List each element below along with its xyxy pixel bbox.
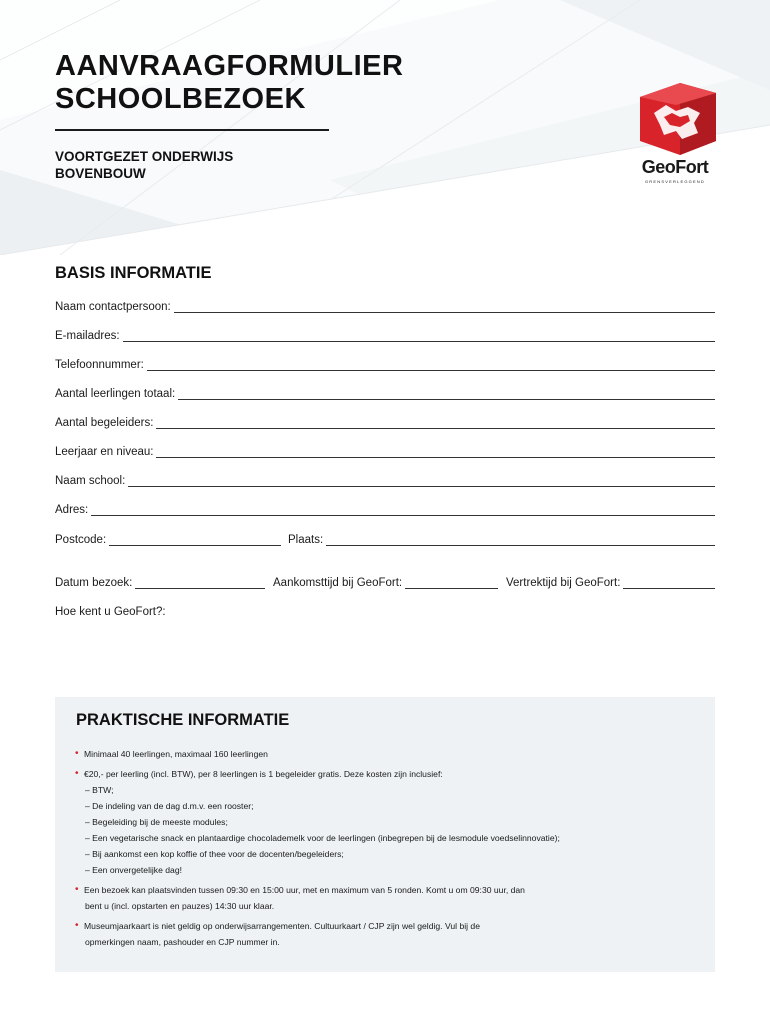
contact-person-field[interactable]	[55, 297, 715, 313]
bullet-icon: •	[75, 920, 79, 931]
list-item: • Museumjaarkaart is niet geldig op onderwijsarrangementen. Cultuurkaart / CJP zijn wel geldig. Vul bij de opmerkingen naam, pashouder en CJP nummer in.	[75, 918, 705, 950]
city-field[interactable]	[288, 530, 715, 546]
input-line[interactable]	[128, 484, 715, 487]
input-line[interactable]	[123, 339, 715, 342]
field-label: Naam school:	[55, 475, 126, 487]
practical-info-list	[75, 746, 705, 954]
sub-item: – BTW;	[85, 785, 114, 795]
input-line[interactable]	[623, 586, 715, 589]
email-field[interactable]	[55, 326, 715, 342]
section-title-practical: PRAKTISCHE INFORMATIE	[76, 711, 290, 729]
subtitle-line-2: BOVENBOUW	[55, 166, 146, 181]
year-level-field[interactable]	[55, 442, 715, 458]
field-label: Plaats:	[288, 534, 324, 546]
field-label: Datum bezoek:	[55, 577, 133, 589]
arrival-time-field[interactable]	[273, 573, 498, 589]
title-line-2: SCHOOLBEZOEK	[55, 83, 306, 115]
input-line[interactable]	[109, 543, 281, 546]
field-label: Postcode:	[55, 534, 107, 546]
input-line[interactable]	[91, 513, 715, 516]
section-title-basis: BASIS INFORMATIE	[55, 264, 212, 282]
page-title	[55, 50, 403, 116]
title-line-1: AANVRAAGFORMULIER	[55, 50, 404, 82]
subtitle-line-1: VOORTGEZET ONDERWIJS	[55, 149, 234, 164]
input-line[interactable]	[178, 397, 715, 400]
field-label: Telefoonnummer:	[55, 359, 144, 371]
input-line[interactable]	[174, 310, 715, 313]
logo-tagline: GRENSVERLEGGEND	[644, 179, 705, 184]
referral-field[interactable]	[55, 602, 715, 618]
input-line[interactable]	[135, 586, 265, 589]
field-label: Aantal leerlingen totaal:	[55, 388, 176, 400]
field-label: Hoe kent u GeoFort?:	[55, 606, 166, 618]
sub-item: – Begeleiding bij de meeste modules;	[85, 817, 228, 827]
cube-logo-icon	[636, 83, 716, 155]
continuation: bent u (incl. opstarten en pauzes) 14:30 uur klaar.	[85, 901, 275, 911]
bullet-icon: •	[75, 884, 79, 895]
continuation: opmerkingen naam, pashouder en CJP nummer in.	[85, 937, 280, 947]
list-item: • Minimaal 40 leerlingen, maximaal 160 leerlingen	[75, 746, 705, 762]
input-line[interactable]	[405, 586, 498, 589]
field-label: Aantal begeleiders:	[55, 417, 154, 429]
chaperones-field[interactable]	[55, 413, 715, 429]
practical-info-panel	[55, 697, 715, 972]
input-line[interactable]	[156, 455, 715, 458]
title-divider	[55, 129, 329, 131]
bullet-icon: •	[75, 768, 79, 779]
logo-wordmark: GeoFort	[641, 157, 709, 177]
sub-item: – Een vegetarische snack en plantaardige chocolademelk voor de leerlingen (inbegrepen bij de lesmodule voedselinnovatie);	[85, 833, 560, 843]
geofort-logo	[632, 83, 718, 215]
field-label: E-mailadres:	[55, 330, 120, 342]
input-line[interactable]	[147, 368, 715, 371]
field-label: Adres:	[55, 504, 89, 516]
list-item: • Een bezoek kan plaatsvinden tussen 09:30 en 15:00 uur, met en maximum van 5 ronden. Komt u om 09:30 uur, dan bent u (incl. opstarten en pauzes) 14:30 uur klaar.	[75, 882, 705, 914]
sub-item: – Een onvergetelijke dag!	[85, 865, 182, 875]
sub-item: – Bij aankomst een kop koffie of thee voor de docenten/begeleiders;	[85, 849, 344, 859]
visit-date-field[interactable]	[55, 573, 265, 589]
field-label: Naam contactpersoon:	[55, 301, 171, 313]
field-label: Vertrektijd bij GeoFort:	[506, 577, 621, 589]
list-item: • €20,- per leerling (incl. BTW), per 8 leerlingen is 1 begeleider gratis. Deze kosten zijn inclusief: – BTW; – De indeling van de dag d.m.v. een rooster; – Begeleiding bij de meeste modules; – Een vegetarische snack en plantaardige chocolademelk voor de leerlingen (inbegrepen bij de lesmodule voedselinnovatie); – Bij aankomst een kop koffie of thee voor de docenten/begeleiders; – Een onvergetelijke dag!	[75, 766, 705, 878]
input-line[interactable]	[156, 426, 715, 429]
bullet-icon: •	[75, 748, 79, 759]
postcode-field[interactable]	[55, 530, 281, 546]
input-line[interactable]	[326, 543, 715, 546]
sub-item: – De indeling van de dag d.m.v. een rooster;	[85, 801, 254, 811]
students-total-field[interactable]	[55, 384, 715, 400]
page-subtitle	[55, 148, 233, 182]
field-label: Aankomsttijd bij GeoFort:	[273, 577, 403, 589]
phone-field[interactable]	[55, 355, 715, 371]
field-label: Leerjaar en niveau:	[55, 446, 154, 458]
address-field[interactable]	[55, 500, 715, 516]
school-name-field[interactable]	[55, 471, 715, 487]
departure-time-field[interactable]	[506, 573, 715, 589]
